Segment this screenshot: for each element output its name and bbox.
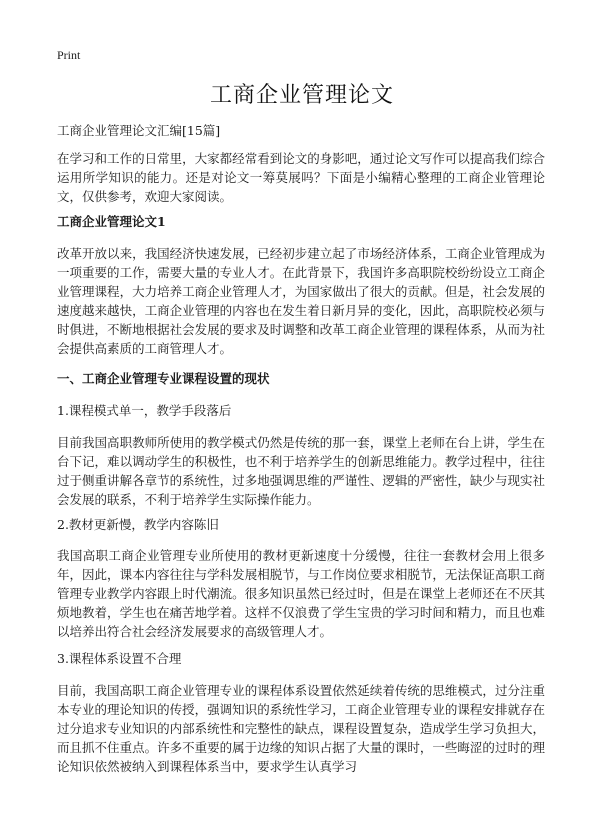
part1-heading: 一、工商企业管理专业课程设置的现状 <box>57 371 270 386</box>
print-link[interactable]: Print <box>57 48 81 62</box>
item3-paragraph: 目前，我国高职工商企业管理专业的课程体系设置依然延续着传统的思维模式，过分注重本专业的理论知识的传授，强调知识的系统性学习，工商企业管理专业的课程安排就存在过分追求专业知识的内部系统性和完整性的缺点，课程设置复杂，造成学生学习负担大，而且抓不住重点。许多不重要的属于边缘的知识占据了大量的课时，一些晦涩的过时的理论知识依然被纳入到课程体系当中，要求学生认真学习 <box>57 683 545 774</box>
item2-paragraph: 我国高职工商企业管理专业所使用的教材更新速度十分缓慢，往往一套教材会用上很多年，因此，课本内容往往与学科发展相脱节，与工作岗位要求相脱节，无法保证高职工商管理专业教学内容跟上时代潮流。很多知识虽然已经过时，但是在课堂上老师还在不厌其烦地教着，学生也在痛苦地学着。这样不仅浪费了学生宝贵的学习时间和精力，而且也难以培养出符合社会经济发展要求的高级管理人才。 <box>57 548 545 639</box>
item3-heading: 3.课程体系设置不合理 <box>57 651 182 666</box>
item1-heading: 1.课程模式单一，教学手段落后 <box>57 403 232 418</box>
document-subtitle: 工商企业管理论文汇编[15篇] <box>57 123 221 138</box>
item2-heading: 2.教材更新慢，教学内容陈旧 <box>57 517 219 532</box>
item1-paragraph: 目前我国高职教师所使用的教学模式仍然是传统的那一套，课堂上老师在台上讲，学生在台下记，难以调动学生的积极性，也不利于培养学生的创新思维能力。教学过程中，往往过于侧重讲解各章节的系统性，过多地强调思维的严谨性、逻辑的严密性，缺少与现实社会发展的联系，不利于培养学生实际操作能力。 <box>57 435 545 507</box>
section1-paragraph: 改革开放以来，我国经济快速发展，已经初步建立起了市场经济体系，工商企业管理成为一项重要的工作，需要大量的专业人才。在此背景下，我国许多高职院校纷纷设立工商企业管理课程，大力培养工商企业管理人才，为国家做出了很大的贡献。但是，社会发展的速度越来越快，工商企业管理的内容也在发生着日新月异的变化，因此，高职院校必须与时俱进，不断地根据社会发展的要求及时调整和改革工商企业管理的课程体系，从而为社会提供高素质的工商管理人才。 <box>57 246 545 356</box>
section-heading: 工商企业管理论文1 <box>57 214 166 229</box>
page-title: 工商企业管理论文 <box>209 83 394 108</box>
intro-paragraph: 在学习和工作的日常里，大家都经常看到论文的身影吧，通过论文写作可以提高我们综合运用所学知识的能力。还是对论文一筹莫展吗？下面是小编精心整理的工商企业管理论文，仅供参考，欢迎大家阅读。 <box>57 151 545 204</box>
